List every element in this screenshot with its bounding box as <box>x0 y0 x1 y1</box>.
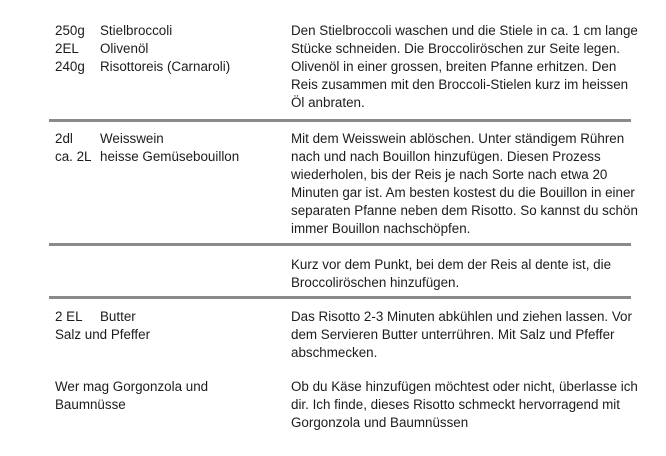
step-divider <box>49 296 631 299</box>
ingredient-quantity: 250g <box>55 23 85 38</box>
step-instruction: Ob du Käse hinzufügen möchtest oder nicht, überlasse ich dir. Ich finde, dieses Risotto schmeckt hervorragend mit Gorgonzola und Baumnüssen <box>291 379 638 430</box>
recipe-step-2 <box>49 130 638 240</box>
ingredient-row <box>55 40 285 58</box>
step-instruction: Den Stielbroccoli waschen und die Stiele in ca. 1 cm lange Stücke schneiden. Die Broccoliröschen zur Seite legen. Olivenöl in einer grossen, breiten Pfanne erhitzen. Den Reis zusammen mit den Broccoli-Stielen kurz im heissen Öl anbraten. <box>291 23 638 110</box>
ingredient-name: heisse Gemüsebouillon <box>100 149 240 164</box>
recipe-step-1 <box>49 22 638 114</box>
ingredient-name: Olivenöl <box>100 41 149 56</box>
ingredient-list <box>55 308 285 344</box>
ingredient-list <box>55 378 285 414</box>
ingredient-row-extra <box>55 326 285 344</box>
recipe-step-5 <box>49 378 638 434</box>
ingredient-name: Risottoreis (Carnaroli) <box>100 59 231 74</box>
ingredient-row <box>55 130 285 148</box>
ingredient-quantity: 2 EL <box>55 309 83 324</box>
ingredient-seasoning: Salz und Pfeffer <box>55 327 151 342</box>
ingredient-name: Weisswein <box>100 131 164 146</box>
ingredient-row <box>55 58 285 76</box>
ingredient-name: Butter <box>100 309 136 324</box>
ingredient-row <box>55 22 285 40</box>
ingredient-list <box>55 130 285 166</box>
step-divider <box>49 119 631 122</box>
recipe-step-3 <box>49 256 631 294</box>
ingredient-quantity: 2dl <box>55 131 73 146</box>
step-instruction: Mit dem Weisswein ablöschen. Unter ständigem Rühren nach und nach Bouillon hinzufügen. Diesen Prozess wiederholen, bis der Reis je nach Sorte nach etwa 20 Minuten gar ist. Am besten kostest du die Bouillon in einer separaten Pfanne neben dem Risotto. So kannst du schön immer Bouillon nachschöpfen. <box>291 131 638 236</box>
ingredient-quantity: 2EL <box>55 41 79 56</box>
ingredient-row <box>55 148 285 166</box>
ingredient-row <box>55 308 285 326</box>
ingredient-list <box>55 22 285 76</box>
recipe-step-4 <box>49 308 631 364</box>
optional-ingredients: Wer mag Gorgonzola und Baumnüsse <box>55 379 209 412</box>
ingredient-quantity: ca. 2L <box>55 149 92 164</box>
ingredient-quantity: 240g <box>55 59 85 74</box>
step-instruction: Kurz vor dem Punkt, bei dem der Reis al dente ist, die Broccoliröschen hinzufügen. <box>291 257 612 290</box>
step-divider <box>49 243 631 246</box>
step-instruction: Das Risotto 2-3 Minuten abkühlen und ziehen lassen. Vor dem Servieren Butter unterrühren. Mit Salz und Pfeffer abschmecken. <box>291 309 632 360</box>
ingredient-name: Stielbroccoli <box>100 23 173 38</box>
